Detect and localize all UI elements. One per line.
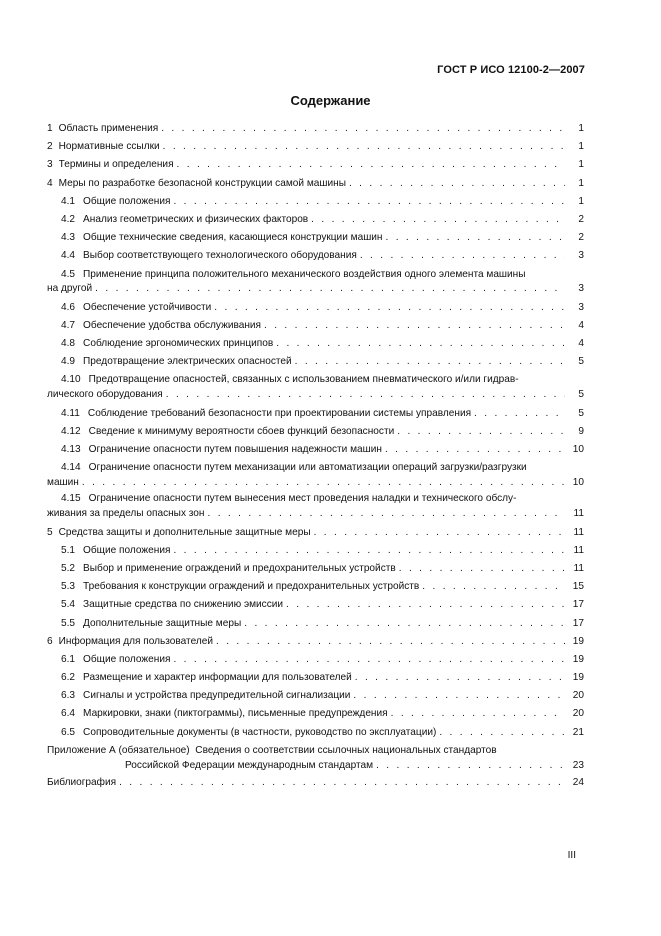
toc-leader	[399, 560, 565, 578]
toc-entry[interactable]	[47, 705, 584, 723]
toc-leader	[286, 596, 565, 614]
toc-page: 4	[578, 338, 584, 350]
toc-title: Сведение к минимуму вероятности сбоев функций безопасности	[88, 425, 395, 437]
toc-page: 3	[578, 283, 584, 295]
toc-page: 1	[578, 123, 584, 134]
toc-page: 11	[573, 507, 584, 519]
toc-leader	[422, 578, 565, 596]
toc-title: Применение принципа положительного механического воздействия одного элемента машины	[83, 268, 526, 280]
toc-page: 1	[578, 177, 584, 189]
toc-number: 4.9	[61, 356, 76, 368]
toc-title: Предотвращение электрических опасностей	[83, 356, 292, 368]
toc-page: 17	[572, 599, 584, 611]
appendix-title: Сведения о соответствии ссылочных национальных стандартов	[195, 744, 497, 756]
toc-title: Термины и определения	[58, 159, 174, 171]
toc-number: 4.3	[61, 232, 76, 244]
toc-entry[interactable]	[47, 175, 584, 193]
page-title: Содержание	[290, 93, 371, 108]
toc-title: Анализ геометрических и физических факторов	[83, 213, 309, 225]
toc-title: Обеспечение удобства обслуживания	[83, 319, 262, 331]
toc-number: 4.5	[61, 268, 76, 280]
toc-bibliography[interactable]	[47, 774, 584, 792]
toc-page: 11	[573, 526, 584, 538]
toc-page: 3	[578, 250, 584, 262]
toc-title: Нормативные ссылки	[58, 141, 160, 153]
appendix-label: Приложение А (обязательное)	[47, 744, 190, 756]
toc-entry[interactable]	[47, 461, 584, 490]
toc-entry[interactable]	[47, 120, 584, 138]
toc-number: 4.13	[61, 444, 81, 455]
toc-leader	[177, 156, 565, 174]
toc-page: 9	[578, 425, 584, 437]
toc-entry[interactable]	[47, 299, 584, 317]
toc-title: Информация для пользователей	[58, 635, 213, 647]
toc-title: Обеспечение устойчивости	[83, 301, 212, 313]
toc-number: 2	[47, 141, 53, 153]
toc-number: 6	[47, 635, 53, 647]
toc-leader	[119, 774, 565, 792]
toc-leader	[173, 651, 565, 669]
toc-entry[interactable]	[47, 687, 584, 705]
toc-number: 5	[47, 526, 53, 538]
toc-title: Предотвращение опасностей, связанных с использованием пневматического и/или гидрав-	[88, 374, 519, 386]
toc-title: Средства защиты и дополнительные защитные меры	[58, 526, 311, 538]
toc-title: Выбор и применение ограждений и предохранительных устройств	[83, 562, 396, 574]
toc-leader	[376, 758, 565, 774]
toc-leader	[349, 175, 565, 193]
toc-number: 5.3	[61, 581, 76, 593]
toc-leader	[95, 282, 565, 297]
toc-title-continued: лического оборудования	[47, 389, 163, 401]
toc-title: Общие положения	[83, 544, 171, 556]
toc-entry[interactable]	[47, 669, 584, 687]
toc-number: 6.1	[61, 653, 76, 665]
toc-entry[interactable]	[47, 405, 584, 423]
toc-leader	[216, 633, 565, 651]
toc-appendix[interactable]	[47, 743, 584, 774]
toc-number: 4.1	[61, 195, 76, 207]
toc-entry[interactable]	[47, 524, 584, 542]
toc-leader	[397, 423, 565, 441]
document-header: ГОСТ Р ИСО 12100-2—2007	[437, 64, 585, 76]
toc-number: 6.3	[61, 690, 76, 702]
toc-entry[interactable]	[47, 633, 584, 651]
toc-page: 20	[572, 690, 584, 702]
toc-number: 1	[47, 123, 53, 134]
toc-entry[interactable]	[47, 353, 584, 371]
toc-leader	[355, 669, 565, 687]
toc-title: Ограничение опасности путем повышения надежности машин	[88, 444, 382, 455]
toc-title: Меры по разработке безопасной конструкции самой машины	[58, 177, 346, 189]
toc-entry[interactable]	[47, 651, 584, 669]
toc-leader	[264, 317, 565, 335]
toc-entry[interactable]	[47, 578, 584, 596]
toc-number: 4.8	[61, 338, 76, 350]
toc-page: 10	[572, 476, 584, 488]
toc-page: 5	[578, 356, 584, 368]
toc-title: Сопроводительные документы (в частности, руководство по эксплуатации)	[83, 726, 437, 738]
toc-entry[interactable]	[47, 138, 584, 156]
toc-leader	[208, 507, 566, 522]
toc-entry[interactable]	[47, 317, 584, 335]
toc-leader	[353, 687, 565, 705]
toc-page: 23	[572, 760, 584, 772]
toc-page: 11	[573, 544, 584, 556]
toc-number: 4.4	[61, 250, 76, 262]
toc-page: 5	[578, 389, 584, 401]
toc-number: 6.4	[61, 708, 76, 720]
toc-entry[interactable]	[47, 229, 584, 247]
toc-leader	[276, 335, 565, 353]
toc-title: Выбор соответствующего технологического оборудования	[83, 250, 357, 262]
toc-page: 19	[572, 635, 584, 647]
toc-leader	[386, 229, 565, 247]
toc-number: 4.2	[61, 213, 76, 225]
toc-number: 4.6	[61, 301, 76, 313]
toc-entry[interactable]	[47, 193, 584, 211]
toc-title: Общие положения	[83, 195, 171, 207]
toc-page: 1	[578, 159, 584, 171]
toc-page: 1	[578, 195, 584, 207]
toc-number: 4	[47, 177, 53, 189]
table-of-contents	[47, 120, 584, 792]
toc-number: 4.15	[61, 493, 81, 505]
toc-leader	[311, 211, 565, 229]
toc-page: 10	[572, 444, 584, 455]
toc-number: 4.12	[61, 425, 81, 437]
toc-title-continued: машин	[47, 476, 79, 488]
page-number: III	[567, 850, 576, 861]
toc-number: 4.14	[61, 462, 81, 474]
toc-title-continued: живания за пределы опасных зон	[47, 507, 205, 519]
toc-leader	[161, 120, 565, 138]
toc-entry[interactable]	[47, 596, 584, 614]
toc-title: Ограничение опасности путем вынесения мест проведения наладки и технического обслу-	[88, 493, 517, 505]
toc-entry[interactable]	[47, 335, 584, 353]
toc-page: 15	[572, 581, 584, 593]
toc-page: 4	[578, 319, 584, 331]
toc-number: 5.4	[61, 599, 76, 611]
toc-page: 24	[572, 776, 584, 788]
toc-number: 6.2	[61, 672, 76, 684]
toc-title: Ограничение опасности путем механизации или автоматизации операций загрузки/разгрузки	[88, 462, 527, 474]
toc-leader	[474, 405, 565, 423]
toc-number: 6.5	[61, 726, 76, 738]
toc-title: Требования к конструкции ограждений и предохранительных устройств	[83, 581, 420, 593]
toc-title-continued: на другой	[47, 283, 93, 295]
toc-page: 5	[578, 407, 584, 419]
toc-leader	[295, 353, 565, 371]
toc-page: 1	[578, 141, 584, 153]
toc-leader	[166, 388, 565, 403]
toc-page: 20	[572, 708, 584, 720]
toc-title: Сигналы и устройства предупредительной сигнализации	[83, 690, 351, 702]
toc-leader	[163, 138, 565, 156]
toc-number: 5.2	[61, 562, 76, 574]
toc-leader	[82, 476, 565, 491]
toc-entry[interactable]	[47, 560, 584, 578]
toc-entry[interactable]	[47, 247, 584, 265]
toc-leader	[214, 299, 565, 317]
toc-title: Общие положения	[83, 653, 171, 665]
toc-leader	[244, 615, 565, 633]
toc-title: Общие технические сведения, касающиеся конструкции машин	[83, 232, 383, 244]
toc-number: 5.5	[61, 617, 76, 629]
toc-leader	[173, 193, 565, 211]
toc-leader	[314, 524, 565, 542]
toc-entry[interactable]	[47, 423, 584, 441]
toc-page: 19	[572, 653, 584, 665]
toc-page: 17	[572, 617, 584, 629]
toc-number: 3	[47, 159, 53, 171]
toc-title: Соблюдение эргономических принципов	[83, 338, 274, 350]
toc-page: 11	[573, 562, 584, 574]
toc-page: 2	[578, 213, 584, 225]
toc-page: 21	[572, 726, 584, 738]
toc-title: Соблюдение требований безопасности при проектировании системы управления	[87, 407, 472, 419]
toc-title: Библиография	[47, 776, 117, 788]
toc-entry[interactable]	[47, 373, 584, 402]
toc-title: Защитные средства по снижению эмиссии	[83, 599, 284, 611]
toc-page: 2	[578, 232, 584, 244]
toc-entry[interactable]	[47, 268, 584, 297]
toc-number: 4.10	[61, 374, 81, 386]
toc-title: Дополнительные защитные меры	[83, 617, 242, 629]
toc-title: Область применения	[58, 123, 159, 134]
toc-entry[interactable]	[47, 156, 584, 174]
toc-entry[interactable]	[47, 542, 584, 560]
toc-page: 3	[578, 301, 584, 313]
toc-leader	[439, 724, 565, 742]
toc-number: 4.7	[61, 319, 76, 331]
toc-leader	[173, 542, 565, 560]
toc-entry[interactable]	[47, 615, 584, 633]
toc-title: Маркировки, знаки (пиктограммы), письменные предупреждения	[83, 708, 388, 720]
toc-leader	[391, 705, 565, 723]
toc-number: 5.1	[61, 544, 76, 556]
toc-entry[interactable]	[47, 492, 584, 521]
toc-leader	[385, 441, 565, 459]
toc-page: 19	[572, 672, 584, 684]
appendix-title-continued: Российской Федерации международным стандартам	[125, 760, 374, 772]
toc-entry[interactable]	[47, 441, 584, 459]
toc-leader	[360, 247, 565, 265]
toc-entry[interactable]	[47, 211, 584, 229]
toc-entry[interactable]	[47, 724, 584, 742]
toc-number: 4.11	[61, 407, 80, 419]
toc-title: Размещение и характер информации для пользователей	[83, 672, 352, 684]
